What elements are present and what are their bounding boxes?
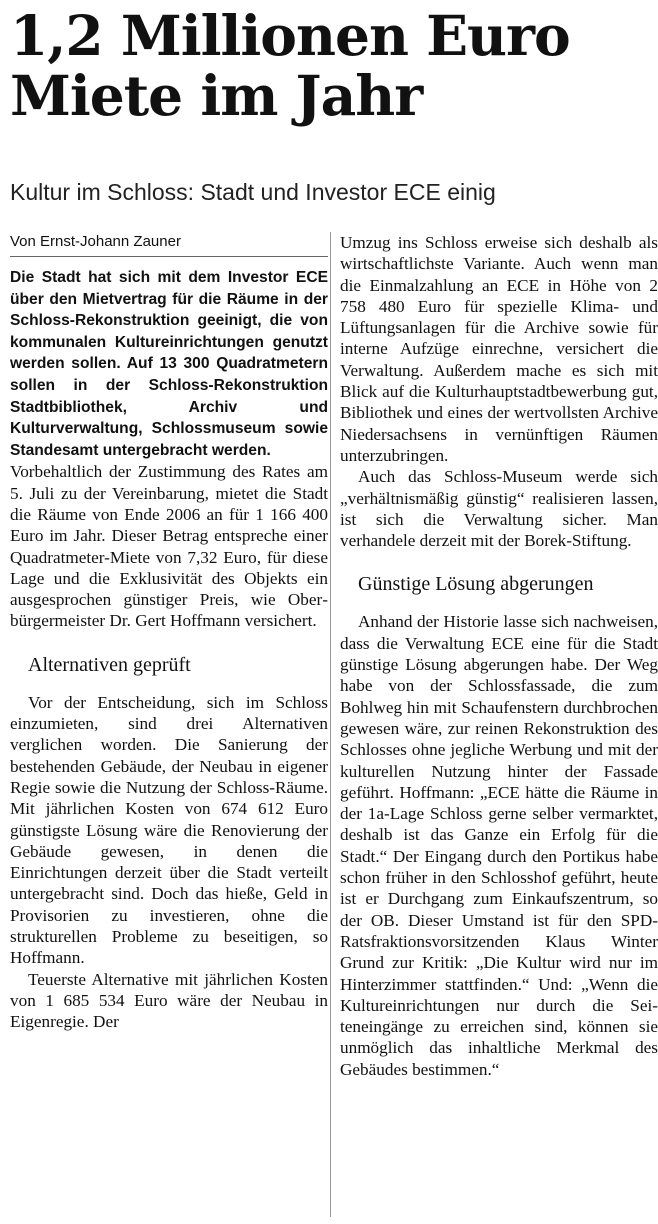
body-paragraph-2: Vor der Entscheidung, sich im Schloss einzumieten, sind drei Alternativen verglichen worden. Die Sanierung der bestehenden Gebäude, der Neubau in eigener Regie sowie die Nutzung der Schloss-Räume. Mit jährlichen Kosten von 674 612 Euro günstigste Lösung wäre die Renovierung der Gebäude gewesen, in denen die Einrichtungen derzeit über die Stadt verteilt untergebracht sind. Doch das hieße, Geld in Provisorien zu investieren, ohne die strukturellen Probleme zu beseitigen, so Hoffmann. (10, 692, 328, 968)
headline-line-1: 1,2 Millionen Euro (10, 3, 570, 68)
lead-paragraph: Die Stadt hat sich mit dem Investor ECE über den Mietvertrag für die Räume in der Schloss-Rekonstruktion geeinigt, die von kommunalen Kultureinrichtungen genutzt werden sollen. Auf 13 300 Quadratmetern sollen in der Schloss-Rekonstruktion Stadtbibliothek, Archiv und Kulturverwaltung, Schlossmuseum sowie Standesamt untergebracht werden. (10, 269, 328, 459)
headline-line-2: Miete im Jahr (10, 63, 423, 128)
body-paragraph-4: Umzug ins Schloss erweise sich deshalb als wirtschaftlichste Variante. Auch wenn man die Einmalzahlung an ECE in Höhe von 2 758 480 Euro für spezielle Klima- und Lüftungsanlagen für die Archive sowie für interne Aufzüge einrechne, versichert die Verwaltung. Außerdem mache es sich mit Blick auf die Kulturhauptstadtbewerbung gut, Bibliothek und eines der wertvollsten Archive Niedersachsens in vernünftigen Räumen unterzubringen. (340, 233, 658, 465)
subheading-alternativen: Alternativen geprüft (28, 653, 191, 676)
body-paragraph-3: Teuerste Alternative mit jährlichen Kosten von 1 685 534 Euro wäre der Neubau in Eigenregie. Der (10, 969, 328, 1032)
headline (10, 3, 650, 128)
right-column (340, 232, 658, 1080)
left-column (10, 232, 328, 1032)
column-divider (330, 232, 331, 1217)
subtitle: Kultur im Schloss: Stadt und Investor ECE einig (10, 179, 496, 205)
byline: Von Ernst-Johann Zauner (10, 232, 328, 257)
body-paragraph-1: Vorbehaltlich der Zustimmung des Rates am 5. Juli zu der Vereinbarung, mietet die Stadt die Räume von Ende 2006 an für 1 166 400 Euro im Jahr. Dieser Betrag entspreche einer Quadratmeter-Miete von 7,32 Euro, für diese Lage und die Exklusivität des Objekts ein ausgesprochen günstiger Preis, wie Oberbürgermeister Dr. Gert Hoffmann versichert. (10, 462, 328, 631)
body-paragraph-6: Anhand der Historie lasse sich nachweisen, dass die Verwaltung ECE eine für die Stadt günstige Lösung abgerungen habe. Der Weg habe von der Schlossfassade, die zum Bohlweg hin mit Schaufenstern durchbrochen gewesen wäre, zur reinen Rekonstruktion des Schlosses ohne jegliche Werbung und mit der kulturellen Nutzung hinter der Fassade geführt. Hoffmann: „ECE hätte die Räume in der 1a-Lage Schloss gerne selber vermarktet, deshalb ist das Ganze ein Erfolg für die Stadt.“ Der Eingang durch den Portikus habe schon früher in den Schlosshof geführt, heute ist er Durchgang zum Einkaufszentrum, so der OB. Dieser Umstand ist für den SPD-Ratsfraktionsvorsitzenden Klaus Winter Grund zur Kritik: „Die Kultur wird nur im Hinterzimmer stattfinden.“ Und: „Wenn die Kultureinrichtungen nur durch die Seiteneingänge zu erreichen sind, können sie unmöglich das inhaltliche Merkmal des Gebäudes bestimmen.“ (340, 612, 658, 1079)
body-paragraph-5: Auch das Schloss-Museum werde sich „verhältnismäßig günstig“ realisieren lassen, ist sich die Verwaltung sicher. Man verhandele derzeit mit der Borek-Stiftung. (340, 467, 658, 551)
subheading-loesung: Günstige Lösung abgerungen (358, 573, 594, 596)
